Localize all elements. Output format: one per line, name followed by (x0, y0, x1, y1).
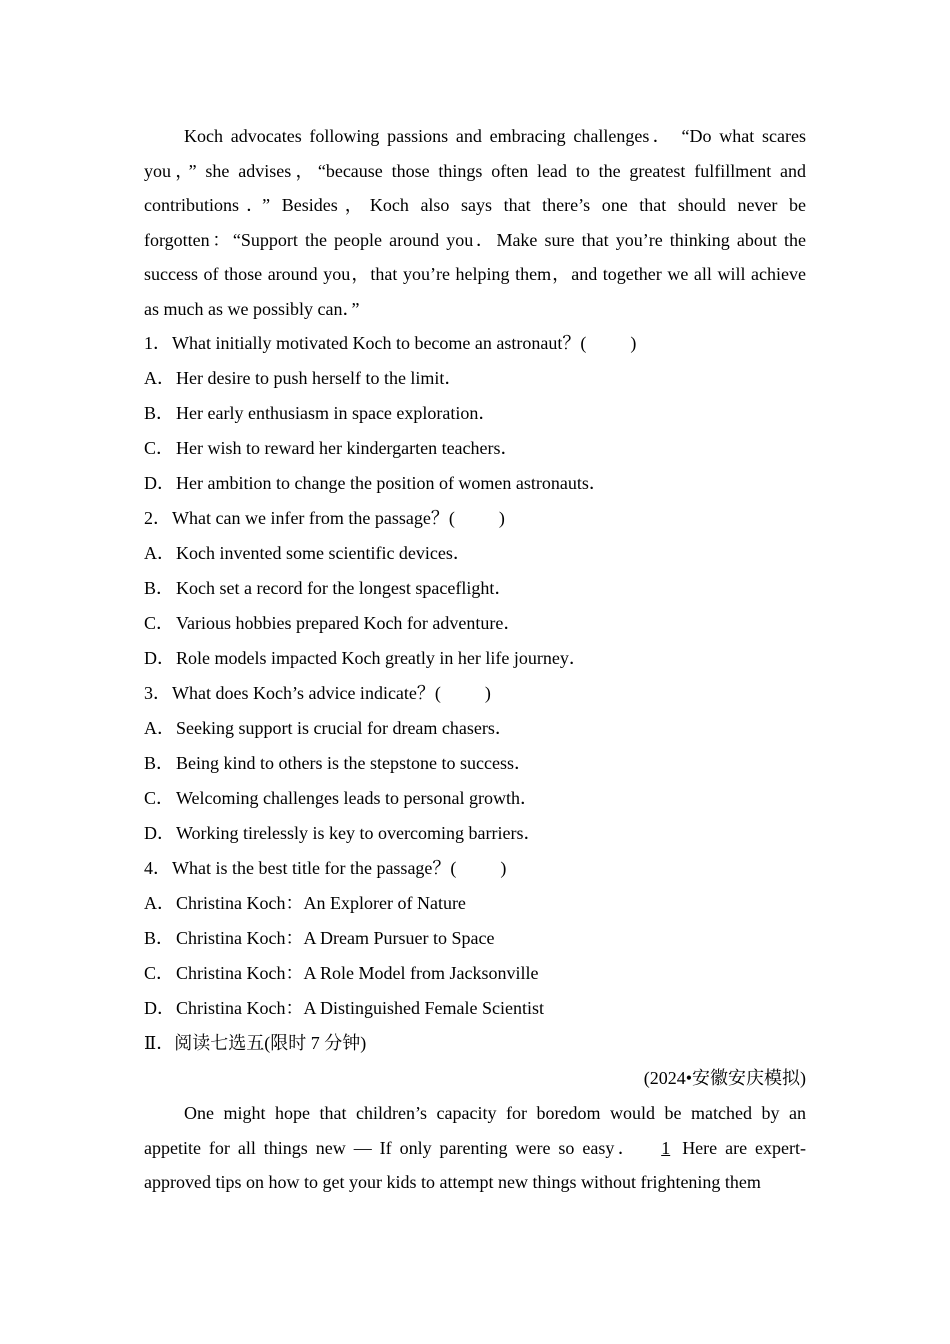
option-a[interactable]: A．Her desire to push herself to the limit． (144, 368, 463, 388)
question-number: 2． (144, 508, 171, 528)
option-b[interactable]: B． Being kind to others is the stepstone to success． (144, 753, 532, 773)
option-a[interactable]: A．Koch invented some scientific devices． (144, 543, 471, 563)
fill-blank[interactable]: 1 (661, 1137, 671, 1158)
question-text: What can we infer from the passage？( (172, 508, 455, 528)
source-citation: (2024•安徽安庆模拟) (643, 1068, 806, 1088)
option-c[interactable]: C． Various hobbies prepared Koch for adventure． (144, 613, 522, 633)
option-c[interactable]: C． Her wish to reward her kindergarten teachers． (144, 438, 519, 458)
question-stem: 2．What can we infer from the passage？( ) (144, 501, 806, 536)
question-stem: 3．What does Koch’s advice indicate？( ) (144, 676, 806, 711)
question-text: What is the best title for the passage？( (172, 858, 457, 878)
option-d[interactable]: D．Working tirelessly is key to overcoming barriers． (144, 823, 542, 843)
option-d[interactable]: D．Christina Koch：A Distinguished Female Scientist (144, 998, 544, 1018)
option-c[interactable]: C． Welcoming challenges leads to personal growth． (144, 788, 538, 808)
option-b[interactable]: B． Christina Koch：A Dream Pursuer to Space (144, 928, 495, 948)
passage-paragraph: Koch advocates following passions and embracing challenges． “Do what scares you，” she advises，“because those things often lead to the greatest fulfillment and contributions．” Besides，Koch also says that there’s one that should never be forgotten：“Support the people around you．Make sure that you’re thinking about the success of those around you，that you’re helping them，and together we all will achieve as much as we possibly can．” (144, 126, 806, 319)
question-stem: 4．What is the best title for the passage？( ) (144, 851, 806, 886)
question-number: 4． (144, 858, 171, 878)
question-number: 3． (144, 683, 171, 703)
question-number: 1． (144, 333, 171, 353)
question-text: What does Koch’s advice indicate？( (172, 683, 441, 703)
question-text: What initially motivated Koch to become an astronaut？( (172, 333, 587, 353)
document-page (144, 119, 806, 1200)
option-d[interactable]: D．Her ambition to change the position of women astronauts． (144, 473, 607, 493)
option-a[interactable]: A．Seeking support is crucial for dream chasers． (144, 718, 513, 738)
option-d[interactable]: D．Role models impacted Koch greatly in her life journey． (144, 648, 587, 668)
section-heading (144, 1026, 806, 1061)
option-a[interactable]: A．Christina Koch：An Explorer of Nature (144, 893, 466, 913)
question-stem: 1．What initially motivated Koch to become an astronaut？( ) (144, 326, 806, 361)
question-1 (144, 326, 806, 501)
section-title: Ⅱ．阅读七选五 (144, 1033, 265, 1053)
question-4 (144, 851, 806, 1026)
question-3 (144, 676, 806, 851)
passage-paragraph-2: One might hope that children’s capacity for boredom would be matched by an appetite for all things new — If only parenting were so easy． 1 Here are expert-approved tips on how to get your kids to attempt new things without frightening them (144, 1103, 806, 1192)
option-c[interactable]: C． Christina Koch：A Role Model from Jacksonville (144, 963, 539, 983)
option-b[interactable]: B． Her early enthusiasm in space exploration． (144, 403, 497, 423)
question-2 (144, 501, 806, 676)
section-time-note: (限时 7 分钟) (264, 1033, 367, 1053)
option-b[interactable]: B． Koch set a record for the longest spaceflight． (144, 578, 513, 598)
